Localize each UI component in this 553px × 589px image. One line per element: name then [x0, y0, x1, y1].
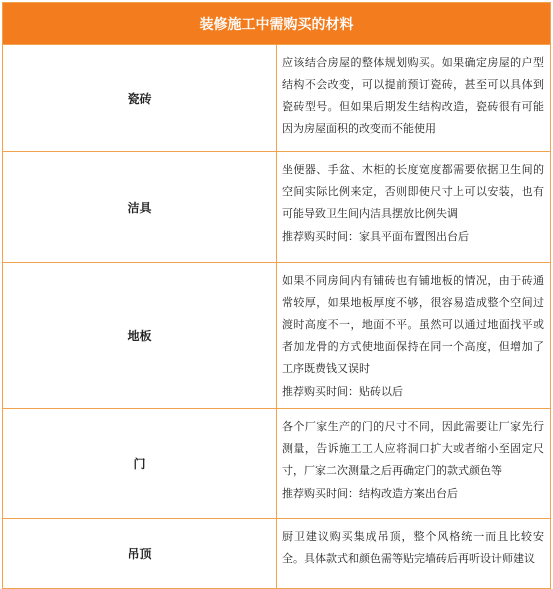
- row-label: 洁具: [3, 152, 277, 263]
- row-content: [277, 45, 551, 152]
- row-label: 瓷砖: [3, 45, 277, 152]
- title-row: [3, 3, 551, 45]
- row-purchase-time: 推荐购买时间：家具平面布置图出台后: [282, 230, 469, 243]
- row-description: 厨卫建议购买集成吊顶，整个风格统一而且比较安全。具体款式和颜色需等贴完墙砖后再听设计师建议: [282, 530, 544, 565]
- table-row-sanitary: [3, 152, 551, 263]
- row-content: [277, 519, 551, 589]
- table-row-door: [3, 409, 551, 519]
- table-row-ceiling: [3, 519, 551, 589]
- row-description: 各个厂家生产的门的尺寸不同，因此需要让厂家先行测量，告诉施工工人应将洞口扩大或者缩小至固定尺寸，厂家二次测量之后再确定门的款式颜色等: [282, 420, 544, 477]
- row-content: [277, 263, 551, 409]
- row-description: 应该结合房屋的整体规划购买。如果确定房屋的户型结构不会改变，可以提前预订瓷砖，甚至可以具体到瓷砖型号。但如果后期发生结构改造，瓷砖很有可能因为房屋面积的改变而不能使用: [282, 56, 544, 135]
- row-label: 门: [3, 409, 277, 519]
- row-content: [277, 152, 551, 263]
- row-purchase-time: 推荐购买时间：贴砖以后: [282, 385, 403, 398]
- materials-table-container: [2, 2, 551, 565]
- row-purchase-time: 推荐购买时间：结构改造方案出台后: [282, 487, 458, 500]
- table-row-tiles: [3, 45, 551, 152]
- materials-table: [2, 2, 551, 589]
- table-row-flooring: [3, 263, 551, 409]
- row-content: [277, 409, 551, 519]
- row-label: 地板: [3, 263, 277, 409]
- row-description: 坐便器、手盆、木柜的长度宽度都需要依据卫生间的空间实际比例来定，否则即使尺寸上可以安装，也有可能导致卫生间内洁具摆放比例失调: [282, 163, 544, 220]
- row-label: 吊顶: [3, 519, 277, 589]
- row-description: 如果不同房间内有铺砖也有铺地板的情况，由于砖通常较厚，如果地板厚度不够，很容易造成整个空间过渡时高度不一，地面不平。虽然可以通过地面找平或者加龙骨的方式使地面保持在同一个高度，但增加了工序既费钱又误时: [282, 274, 544, 375]
- table-title: 装修施工中需购买的材料: [3, 3, 551, 45]
